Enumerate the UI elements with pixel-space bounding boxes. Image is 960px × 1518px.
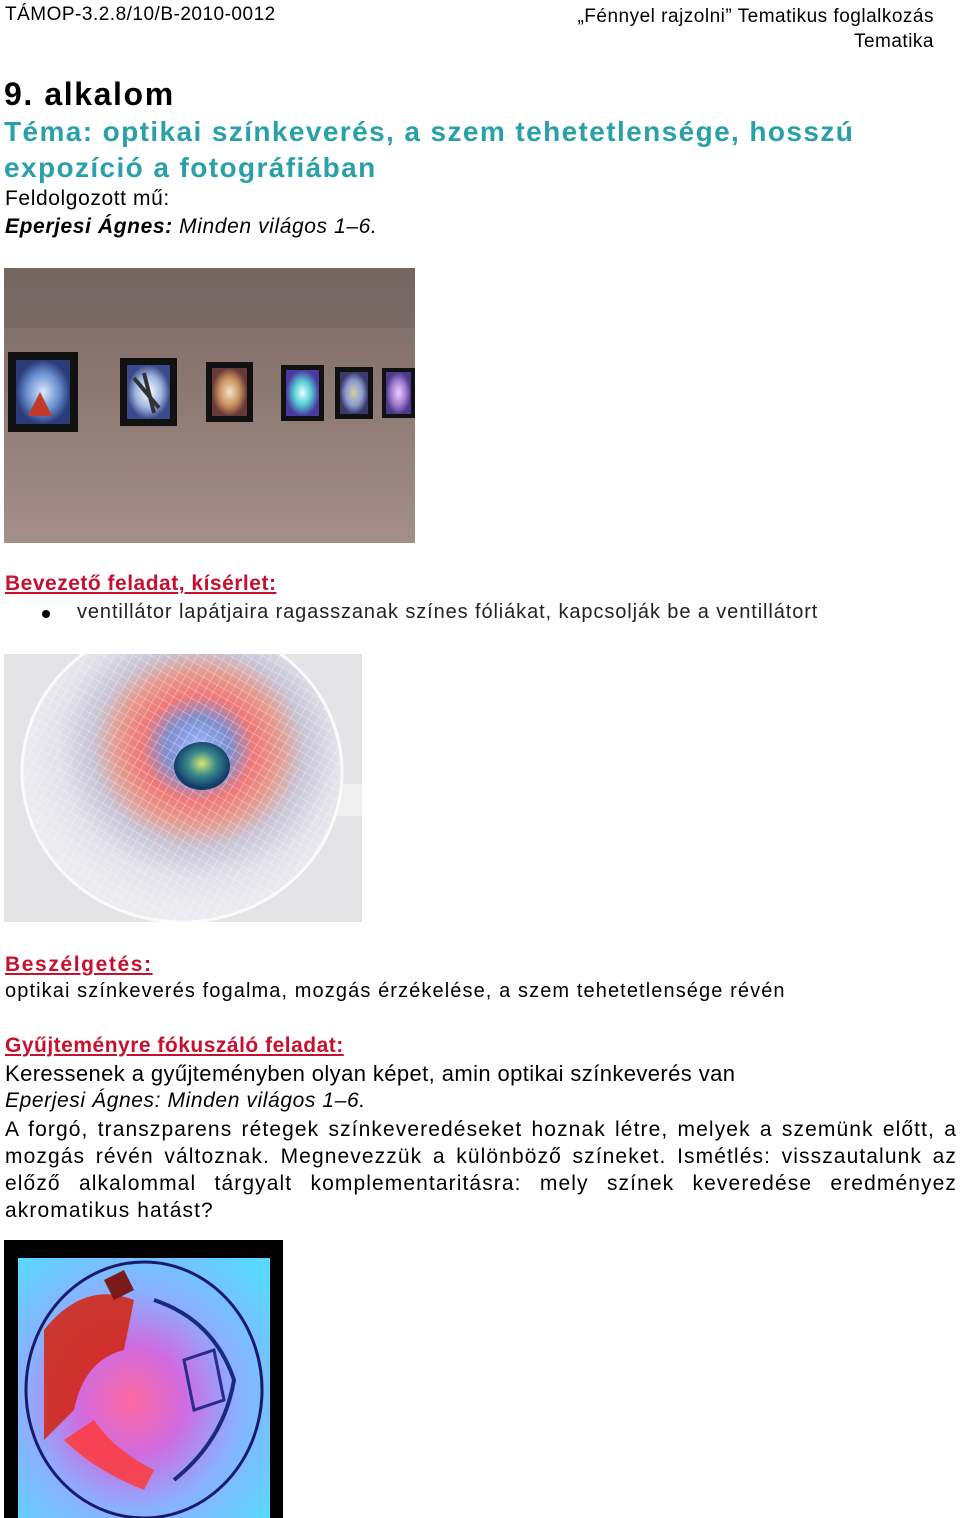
spinning-fan-photo <box>4 654 362 922</box>
artist-name: Eperjesi Ágnes: <box>5 215 173 238</box>
spinning-fan-illustration <box>4 654 362 922</box>
discussion-text: optikai színkeverés fogalma, mozgás érzékelése, a szem tehetetlensége révén <box>5 980 786 1002</box>
intro-task-heading: Bevezető feladat, kísérlet: <box>5 572 277 595</box>
collection-paragraph: A forgó, transzparens rétegek színkeveredéseket hoznak létre, melyek a szemünk előtt, a mozgás révén változnak. Megnevezzük a különböző színeket. Ismétlés: visszautalunk az előző alkalommal tárgyalt komplementaritásra: mely színek keveredése eredményez akromatikus hatást? <box>5 1118 957 1222</box>
processed-work-label: Feldolgozott mű: <box>5 187 170 210</box>
light-box-2 <box>120 358 177 426</box>
light-box-5 <box>335 367 373 419</box>
light-box-4 <box>281 365 324 421</box>
header-project-code: TÁMOP-3.2.8/10/B-2010-0012 <box>5 4 276 25</box>
light-box-1 <box>8 352 78 432</box>
artwork-title: Minden világos 1–6. <box>179 215 378 238</box>
collection-artwork-credit: Eperjesi Ágnes: Minden világos 1–6. <box>5 1089 366 1112</box>
bullet-dot <box>42 610 50 618</box>
topic-heading: Téma: optikai színkeverés, a szem tehetetlensége, hosszú expozíció a fotográfiában <box>4 116 855 183</box>
artwork-credit <box>5 215 377 239</box>
header-course-title <box>577 4 934 54</box>
artwork-closeup-illustration <box>4 1240 283 1518</box>
light-box-6 <box>382 368 415 418</box>
collection-task-line: Keressenek a gyűjteményben olyan képet, amin optikai színkeverés van <box>5 1061 736 1086</box>
collection-task-heading: Gyűjteményre fókuszáló feladat: <box>5 1034 344 1057</box>
discussion-heading: Beszélgetés: <box>5 953 153 976</box>
intro-task-bullet: ventillátor lapátjaira ragasszanak színes fóliákat, kapcsolják be a ventillátort <box>77 601 819 623</box>
light-box-3 <box>206 362 253 422</box>
header-course-line2: Tematika <box>853 31 934 52</box>
header-course-line1: „Fénnyel rajzolni” Tematikus foglalkozás <box>577 6 934 27</box>
gallery-wall-illustration <box>4 268 415 543</box>
gallery-wall-photo <box>4 268 415 543</box>
lesson-title: 9. alkalom <box>4 76 175 112</box>
artwork-closeup-photo <box>4 1240 283 1518</box>
